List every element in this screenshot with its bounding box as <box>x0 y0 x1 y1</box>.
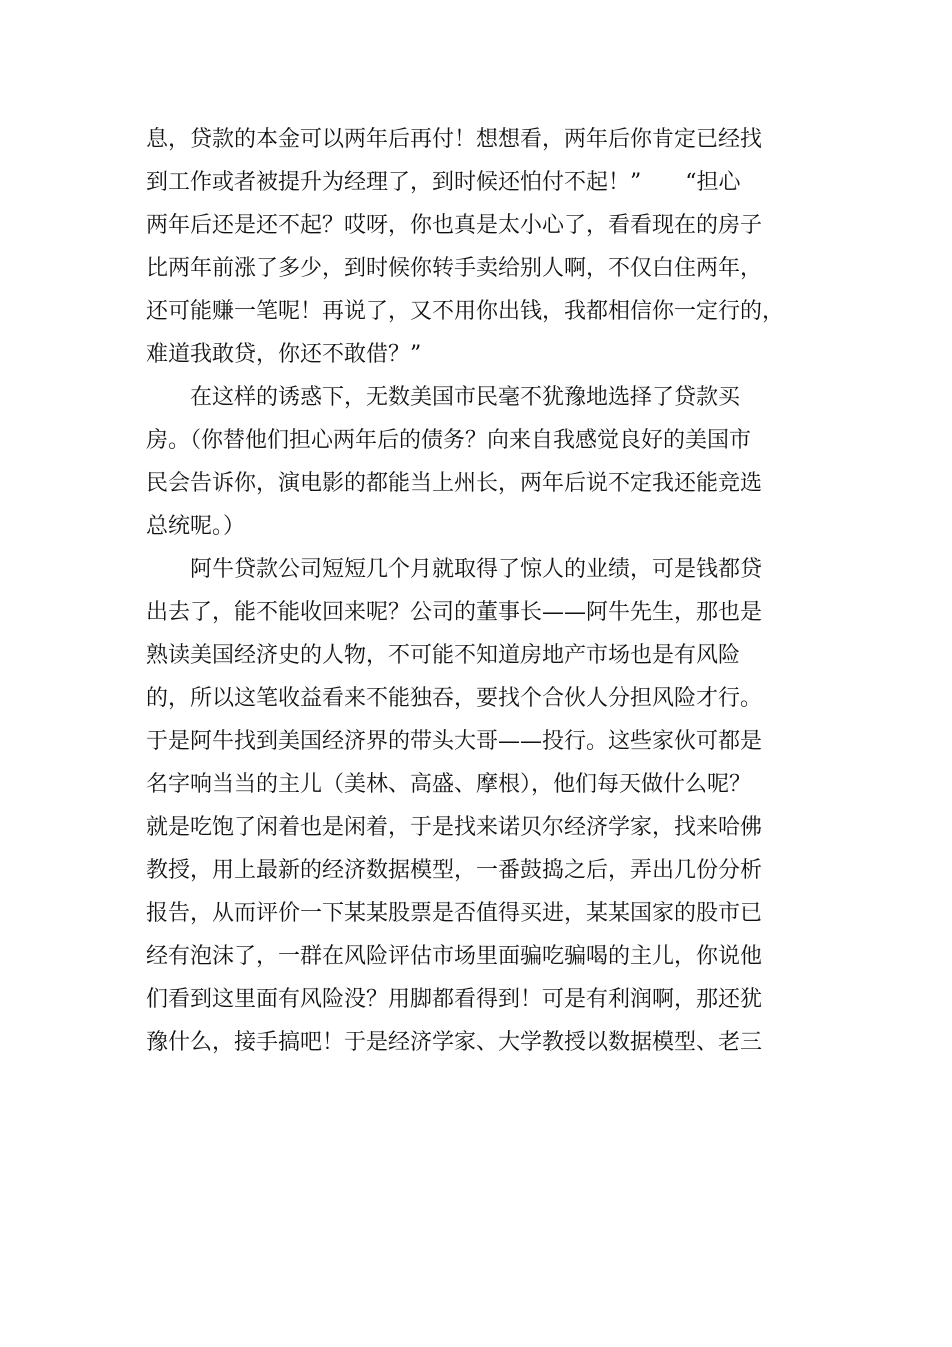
text-line: 的，所以这笔收益看来不能独吞，要找个合伙人分担风险才行。 <box>146 686 763 711</box>
body-text <box>146 118 810 1064</box>
text-line: 出去了，能不能收回来呢？公司的董事长——阿牛先生，那也是 <box>146 600 763 625</box>
text-line: 还可能赚一笔呢！再说了，又不用你出钱，我都相信你一定行的， <box>146 299 785 324</box>
text-line: 们看到这里面有风险没？用脚都看得到！可是有利润啊，那还犹 <box>146 987 763 1012</box>
text-line: 两年后还是还不起？哎呀，你也真是太小心了，看看现在的房子 <box>146 213 763 238</box>
text-line: 教授，用上最新的经济数据模型，一番鼓捣之后，弄出几份分析 <box>146 858 763 883</box>
text-line: 难道我敢贷，你还不敢借？” <box>146 342 422 367</box>
text-line: 总统呢。） <box>146 514 246 539</box>
text-line: 阿牛贷款公司短短几个月就取得了惊人的业绩，可是钱都贷 <box>190 557 763 582</box>
text-line: 报告，从而评价一下某某股票是否值得买进，某某国家的股市已 <box>146 901 763 926</box>
text-line: 到工作或者被提升为经理了，到时候还怕付不起！” “担心 <box>146 170 741 195</box>
text-line: 名字响当当的主儿（美林、高盛、摩根），他们每天做什么呢？ <box>146 772 752 797</box>
text-line: 经有泡沫了，一群在风险评估市场里面骗吃骗喝的主儿，你说他 <box>146 944 763 969</box>
text-line: 于是阿牛找到美国经济界的带头大哥——投行。这些家伙可都是 <box>146 729 763 754</box>
text-line: 在这样的诱惑下，无数美国市民毫不犹豫地选择了贷款买 <box>190 385 741 410</box>
text-line: 熟读美国经济史的人物，不可能不知道房地产市场也是有风险 <box>146 643 741 668</box>
text-line: 民会告诉你，演电影的都能当上州长，两年后说不定我还能竞选 <box>146 471 763 496</box>
text-line: 比两年前涨了多少，到时候你转手卖给别人啊，不仅白住两年， <box>146 256 763 281</box>
text-line: 房。（你替他们担心两年后的债务？向来自我感觉良好的美国市 <box>146 428 752 453</box>
text-line: 豫什么，接手搞吧！于是经济学家、大学教授以数据模型、老三 <box>146 1030 763 1055</box>
text-line: 息，贷款的本金可以两年后再付！想想看，两年后你肯定已经找 <box>146 127 763 152</box>
text-line: 就是吃饱了闲着也是闲着，于是找来诺贝尔经济学家，找来哈佛 <box>146 815 763 840</box>
